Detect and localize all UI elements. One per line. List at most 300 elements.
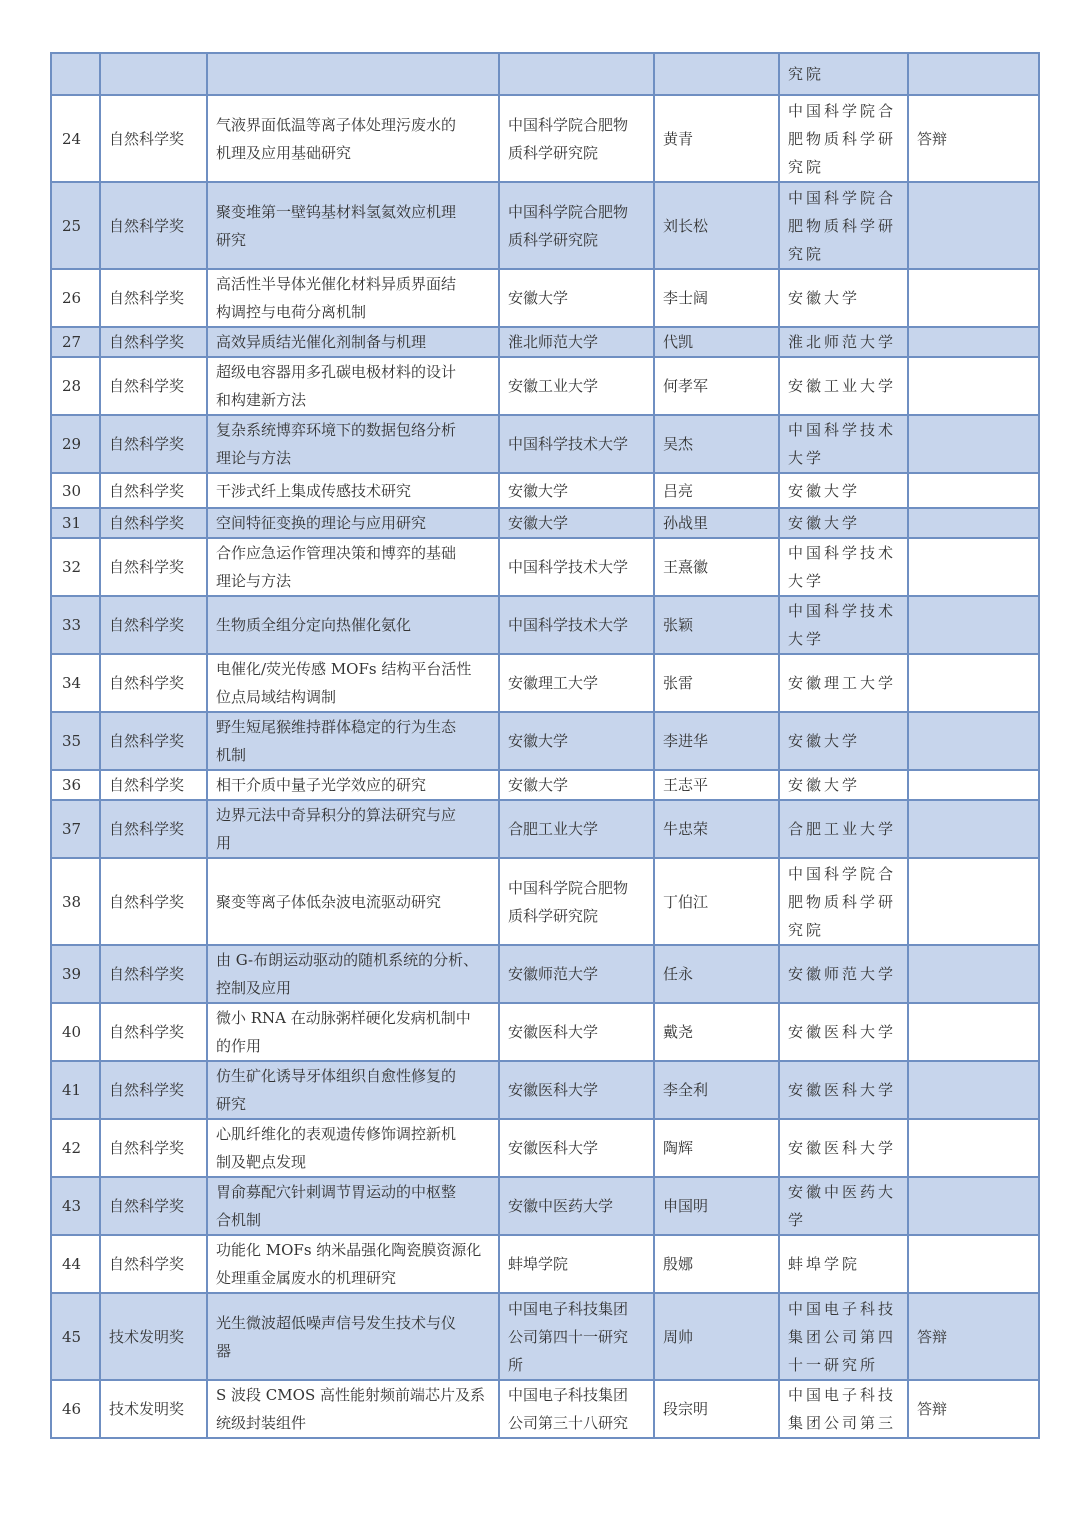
cell-note — [908, 182, 1039, 269]
cell-nominating-unit-text: 中国科学技术大学 — [508, 616, 629, 634]
cell-nominating-unit-text: 安徽医科大学 — [508, 1023, 599, 1041]
cell-nominating-unit-text: 蚌埠学院 — [508, 1255, 569, 1273]
cell-number-text: 33 — [62, 616, 82, 634]
cell-nominating-unit — [499, 945, 654, 1003]
cell-person-unit — [779, 800, 908, 858]
cell-number-text: 43 — [62, 1197, 82, 1215]
cell-note — [908, 654, 1039, 712]
cell-nominating-unit-text: 中国科学院合肥物 质科学研究院 — [508, 202, 629, 249]
cell-nominating-unit — [499, 269, 654, 327]
cell-award-category-text: 自然科学奖 — [109, 892, 185, 911]
cell-nominating-unit-text: 安徽理工大学 — [508, 674, 599, 692]
cell-person-text: 刘长松 — [663, 216, 709, 235]
cell-person — [654, 1380, 779, 1438]
cell-note — [908, 327, 1039, 357]
cell-number-text: 26 — [62, 289, 82, 307]
cell-nominating-unit — [499, 1177, 654, 1235]
table-row — [51, 269, 1039, 327]
cell-number — [51, 1235, 100, 1293]
table-row — [51, 1177, 1039, 1235]
cell-project-name — [207, 1119, 499, 1177]
cell-project-name-text: 高效异质结光催化剂制备与机理 — [216, 333, 427, 351]
cell-award-category-text: 自然科学奖 — [109, 481, 185, 500]
cell-person-unit — [779, 1177, 908, 1235]
cell-award-category-text: 自然科学奖 — [109, 1081, 185, 1099]
cell-note — [908, 858, 1039, 945]
cell-person-unit-text: 安徽大学 — [788, 776, 861, 794]
cell-project-name-text: S 波段 CMOS 高性能射频前端芯片及系 统级封装组件 — [216, 1386, 485, 1432]
cell-number-text: 35 — [62, 732, 82, 750]
cell-nominating-unit-text: 中国电子科技集团 公司第四十一研究 所 — [508, 1299, 629, 1374]
cell-award-category-text: 自然科学奖 — [109, 965, 185, 983]
cell-person-unit-text: 合肥工业大学 — [788, 820, 897, 838]
cell-project-name-text: 超级电容器用多孔碳电极材料的设计 和构建新方法 — [216, 363, 457, 409]
cell-project-name-text: 聚变等离子体低杂波电流驱动研究 — [216, 892, 442, 911]
cell-project-name-text: 空间特征变换的理论与应用研究 — [216, 514, 427, 532]
cell-project-name — [207, 269, 499, 327]
table-row — [51, 1061, 1039, 1119]
cell-note — [908, 945, 1039, 1003]
cell-person-text: 何孝军 — [663, 377, 709, 395]
table-row — [51, 1293, 1039, 1380]
cell-nominating-unit-text: 安徽大学 — [508, 514, 569, 532]
cell-nominating-unit-text: 安徽医科大学 — [508, 1139, 599, 1157]
cell-number — [51, 327, 100, 357]
table-row — [51, 508, 1039, 538]
table-row — [51, 712, 1039, 770]
cell-nominating-unit-text: 中国科学技术大学 — [508, 558, 629, 576]
table-row — [51, 538, 1039, 596]
cell-number — [51, 1293, 100, 1380]
cell-number — [51, 182, 100, 269]
cell-project-name-text: 胃俞募配穴针刺调节胃运动的中枢整 合机制 — [216, 1183, 457, 1229]
cell-nominating-unit — [499, 357, 654, 415]
cell-number — [51, 1177, 100, 1235]
cell-person-text: 王志平 — [663, 776, 709, 794]
cell-number-text: 32 — [62, 558, 82, 576]
cell-person-unit — [779, 1380, 908, 1438]
cell-number-text: 27 — [62, 333, 82, 351]
cell-award-category — [100, 415, 207, 473]
cell-number — [51, 53, 100, 95]
cell-person-unit — [779, 357, 908, 415]
cell-person — [654, 1003, 779, 1061]
cell-award-category — [100, 1380, 207, 1438]
cell-person-unit — [779, 1293, 908, 1380]
cell-number-text: 40 — [62, 1023, 82, 1041]
cell-person-unit-text: 中国科学院合 肥物质科学研 究院 — [788, 101, 897, 176]
cell-person-unit — [779, 1003, 908, 1061]
cell-note — [908, 1293, 1039, 1380]
cell-person — [654, 770, 779, 800]
cell-project-name — [207, 596, 499, 654]
cell-note — [908, 95, 1039, 182]
cell-person-unit — [779, 538, 908, 596]
cell-person-text: 陶辉 — [663, 1139, 694, 1157]
cell-project-name-text: 干涉式纤上集成传感技术研究 — [216, 481, 412, 500]
cell-project-name-text: 相干介质中量子光学效应的研究 — [216, 776, 427, 794]
cell-person-text: 殷娜 — [663, 1255, 694, 1273]
cell-person — [654, 1293, 779, 1380]
cell-person-text: 吕亮 — [663, 481, 694, 500]
cell-person — [654, 945, 779, 1003]
cell-project-name — [207, 95, 499, 182]
cell-award-category-text: 自然科学奖 — [109, 616, 185, 634]
cell-person-unit-text: 安徽大学 — [788, 514, 861, 532]
cell-person — [654, 415, 779, 473]
cell-person-text: 申国明 — [663, 1197, 709, 1215]
table-row — [51, 473, 1039, 508]
cell-person-unit — [779, 473, 908, 508]
cell-nominating-unit — [499, 1293, 654, 1380]
cell-note — [908, 269, 1039, 327]
cell-award-category-text: 自然科学奖 — [109, 289, 185, 307]
cell-award-category-text: 自然科学奖 — [109, 333, 185, 351]
cell-number-text: 29 — [62, 435, 82, 453]
cell-person — [654, 1235, 779, 1293]
cell-person-text: 代凯 — [663, 333, 694, 351]
cell-person-text: 戴尧 — [663, 1023, 694, 1041]
cell-person-unit — [779, 182, 908, 269]
cell-award-category-text: 技术发明奖 — [109, 1327, 185, 1346]
cell-person-unit — [779, 1119, 908, 1177]
cell-person-unit-text: 安徽大学 — [788, 289, 861, 307]
cell-person-unit-text: 中国科学技术 大学 — [788, 544, 897, 590]
cell-person — [654, 1119, 779, 1177]
cell-award-category-text: 自然科学奖 — [109, 514, 185, 532]
cell-nominating-unit-text: 安徽中医药大学 — [508, 1197, 614, 1215]
cell-number — [51, 800, 100, 858]
cell-award-category — [100, 770, 207, 800]
cell-nominating-unit-text: 安徽大学 — [508, 732, 569, 750]
table-row — [51, 1380, 1039, 1438]
cell-person-unit-text: 中国科学院合 肥物质科学研 究院 — [788, 188, 897, 263]
cell-person-unit — [779, 770, 908, 800]
cell-number — [51, 95, 100, 182]
cell-award-category — [100, 182, 207, 269]
cell-nominating-unit — [499, 508, 654, 538]
awards-table — [50, 52, 1040, 1439]
cell-project-name — [207, 654, 499, 712]
cell-note — [908, 415, 1039, 473]
cell-note — [908, 770, 1039, 800]
cell-award-category-text: 自然科学奖 — [109, 1255, 185, 1273]
table-row — [51, 945, 1039, 1003]
cell-person-unit — [779, 712, 908, 770]
cell-person-unit-text: 蚌埠学院 — [788, 1255, 861, 1273]
cell-person-unit — [779, 1235, 908, 1293]
cell-award-category — [100, 95, 207, 182]
cell-nominating-unit — [499, 858, 654, 945]
cell-award-category — [100, 800, 207, 858]
cell-person-text: 黄青 — [663, 129, 694, 148]
cell-number-text: 45 — [62, 1327, 82, 1346]
cell-nominating-unit — [499, 596, 654, 654]
cell-person-text: 李士阔 — [663, 289, 709, 307]
cell-project-name-text: 复杂系统博弈环境下的数据包络分析 理论与方法 — [216, 421, 457, 467]
cell-project-name — [207, 770, 499, 800]
cell-person-unit-text: 安徽工业大学 — [788, 377, 897, 395]
cell-person-unit-text: 安徽大学 — [788, 732, 861, 750]
cell-note-text: 答辩 — [917, 1400, 948, 1418]
cell-person-unit-text: 安徽理工大学 — [788, 674, 897, 692]
cell-project-name — [207, 858, 499, 945]
cell-nominating-unit — [499, 95, 654, 182]
cell-person — [654, 269, 779, 327]
cell-person-unit-text: 中国电子科技 集团公司第四 十一研究所 — [788, 1299, 897, 1374]
cell-project-name-text: 生物质全组分定向热催化氨化 — [216, 616, 412, 634]
table-row — [51, 1003, 1039, 1061]
cell-number — [51, 858, 100, 945]
cell-nominating-unit-text: 安徽大学 — [508, 481, 569, 500]
cell-nominating-unit — [499, 1235, 654, 1293]
cell-project-name — [207, 800, 499, 858]
cell-project-name — [207, 415, 499, 473]
cell-award-category — [100, 596, 207, 654]
cell-note — [908, 1177, 1039, 1235]
cell-person-unit-text: 中国科学院合 肥物质科学研 究院 — [788, 864, 897, 939]
cell-person-unit-text: 安徽大学 — [788, 481, 861, 500]
cell-person-unit-text: 淮北师范大学 — [788, 333, 897, 351]
cell-nominating-unit — [499, 182, 654, 269]
cell-person-text: 李进华 — [663, 732, 709, 750]
table-body — [51, 53, 1039, 1438]
cell-award-category-text: 自然科学奖 — [109, 776, 185, 794]
cell-note — [908, 800, 1039, 858]
cell-number — [51, 712, 100, 770]
cell-person-text: 李全利 — [663, 1081, 709, 1099]
table-row — [51, 327, 1039, 357]
cell-number — [51, 415, 100, 473]
cell-project-name — [207, 327, 499, 357]
cell-person — [654, 538, 779, 596]
cell-project-name-text: 野生短尾猴维持群体稳定的行为生态 机制 — [216, 718, 457, 764]
cell-award-category-text: 自然科学奖 — [109, 732, 185, 750]
cell-nominating-unit — [499, 1061, 654, 1119]
cell-person-unit-text: 安徽医科大学 — [788, 1023, 897, 1041]
cell-project-name — [207, 538, 499, 596]
cell-nominating-unit-text: 中国科学院合肥物 质科学研究院 — [508, 115, 629, 162]
cell-number-text: 24 — [62, 129, 82, 148]
cell-person-unit — [779, 858, 908, 945]
cell-number-text: 34 — [62, 674, 82, 692]
cell-number — [51, 1119, 100, 1177]
cell-nominating-unit — [499, 1119, 654, 1177]
cell-award-category-text: 自然科学奖 — [109, 1197, 185, 1215]
cell-number-text: 42 — [62, 1139, 82, 1157]
cell-person-text: 任永 — [663, 965, 694, 983]
cell-person — [654, 327, 779, 357]
cell-award-category-text: 自然科学奖 — [109, 377, 185, 395]
cell-person-unit — [779, 945, 908, 1003]
cell-award-category-text: 自然科学奖 — [109, 1023, 185, 1041]
cell-project-name-text: 光生微波超低噪声信号发生技术与仪 器 — [216, 1313, 457, 1360]
cell-project-name — [207, 1380, 499, 1438]
cell-number-text: 28 — [62, 377, 82, 395]
cell-award-category — [100, 53, 207, 95]
cell-number-text: 44 — [62, 1255, 82, 1273]
cell-number — [51, 654, 100, 712]
cell-nominating-unit — [499, 712, 654, 770]
cell-person-text: 张雷 — [663, 674, 694, 692]
cell-number-text: 39 — [62, 965, 82, 983]
cell-person — [654, 95, 779, 182]
cell-nominating-unit — [499, 800, 654, 858]
cell-person — [654, 182, 779, 269]
cell-award-category — [100, 1119, 207, 1177]
table-row — [51, 770, 1039, 800]
cell-award-category-text: 自然科学奖 — [109, 435, 185, 453]
table-row — [51, 596, 1039, 654]
cell-project-name-text: 气液界面低温等离子体处理污废水的 机理及应用基础研究 — [216, 115, 457, 162]
cell-project-name — [207, 712, 499, 770]
cell-person-unit — [779, 95, 908, 182]
cell-person — [654, 473, 779, 508]
cell-project-name-text: 边界元法中奇异积分的算法研究与应 用 — [216, 806, 457, 852]
cell-number-text: 38 — [62, 892, 82, 911]
cell-nominating-unit — [499, 1380, 654, 1438]
cell-project-name-text: 合作应急运作管理决策和博弈的基础 理论与方法 — [216, 544, 457, 590]
cell-nominating-unit — [499, 415, 654, 473]
cell-person-unit — [779, 53, 908, 95]
table-row — [51, 1235, 1039, 1293]
cell-number — [51, 538, 100, 596]
cell-project-name — [207, 1177, 499, 1235]
cell-number-text: 46 — [62, 1400, 82, 1418]
cell-nominating-unit — [499, 473, 654, 508]
cell-project-name-text: 仿生矿化诱导牙体组织自愈性修复的 研究 — [216, 1067, 457, 1113]
cell-nominating-unit-text: 淮北师范大学 — [508, 333, 599, 351]
cell-note — [908, 538, 1039, 596]
cell-person-text: 张颖 — [663, 616, 694, 634]
cell-person-text: 丁伯江 — [663, 892, 709, 911]
table-row — [51, 800, 1039, 858]
cell-number — [51, 945, 100, 1003]
cell-person — [654, 654, 779, 712]
cell-nominating-unit-text: 中国科学院合肥物 质科学研究院 — [508, 878, 629, 925]
cell-person — [654, 596, 779, 654]
cell-number — [51, 596, 100, 654]
cell-person-text: 段宗明 — [663, 1400, 709, 1418]
cell-person-text: 牛忠荣 — [663, 820, 709, 838]
cell-person-unit — [779, 654, 908, 712]
cell-note — [908, 1003, 1039, 1061]
cell-person-text: 吴杰 — [663, 435, 694, 453]
cell-award-category — [100, 538, 207, 596]
cell-note — [908, 1119, 1039, 1177]
cell-project-name-text: 心肌纤维化的表观遗传修饰调控新机 制及靶点发现 — [216, 1125, 457, 1171]
cell-project-name-text: 高活性半导体光催化材料异质界面结 构调控与电荷分离机制 — [216, 275, 457, 321]
cell-project-name — [207, 182, 499, 269]
cell-person-text: 王熹徽 — [663, 558, 709, 576]
table-row — [51, 53, 1039, 95]
cell-number — [51, 357, 100, 415]
cell-person-unit-text: 安徽医科大学 — [788, 1081, 897, 1099]
cell-nominating-unit — [499, 327, 654, 357]
cell-number-text: 36 — [62, 776, 82, 794]
cell-nominating-unit-text: 安徽师范大学 — [508, 965, 599, 983]
cell-nominating-unit — [499, 1003, 654, 1061]
cell-note — [908, 473, 1039, 508]
cell-note-text: 答辩 — [917, 129, 948, 148]
cell-project-name — [207, 508, 499, 538]
cell-person — [654, 712, 779, 770]
cell-project-name — [207, 1235, 499, 1293]
cell-nominating-unit — [499, 654, 654, 712]
cell-award-category-text: 自然科学奖 — [109, 558, 185, 576]
cell-person-unit-text: 中国科学技术 大学 — [788, 421, 897, 467]
cell-nominating-unit — [499, 53, 654, 95]
cell-person-unit-text: 安徽中医药大 学 — [788, 1183, 897, 1229]
cell-award-category — [100, 357, 207, 415]
cell-award-category — [100, 858, 207, 945]
cell-person — [654, 1177, 779, 1235]
cell-award-category-text: 自然科学奖 — [109, 820, 185, 838]
cell-person — [654, 53, 779, 95]
cell-person-unit-text: 究院 — [788, 65, 825, 83]
cell-nominating-unit-text: 中国科学技术大学 — [508, 435, 629, 453]
cell-note — [908, 712, 1039, 770]
cell-note-text: 答辩 — [917, 1327, 948, 1346]
cell-nominating-unit-text: 安徽医科大学 — [508, 1081, 599, 1099]
table-row — [51, 95, 1039, 182]
cell-person-text: 孙战里 — [663, 514, 709, 532]
cell-note — [908, 1380, 1039, 1438]
table-row — [51, 1119, 1039, 1177]
cell-project-name — [207, 473, 499, 508]
cell-award-category — [100, 1177, 207, 1235]
cell-number-text: 25 — [62, 216, 82, 235]
cell-note — [908, 1235, 1039, 1293]
cell-award-category-text: 技术发明奖 — [109, 1400, 185, 1418]
cell-award-category — [100, 945, 207, 1003]
cell-project-name-text: 功能化 MOFs 纳米晶强化陶瓷膜资源化 处理重金属废水的机理研究 — [216, 1241, 482, 1287]
cell-project-name-text: 电催化/荧光传感 MOFs 结构平台活性 位点局域结构调制 — [216, 660, 472, 706]
cell-award-category — [100, 1235, 207, 1293]
table-row — [51, 182, 1039, 269]
cell-note — [908, 1061, 1039, 1119]
cell-number-text: 31 — [62, 514, 82, 532]
table-row — [51, 858, 1039, 945]
cell-award-category — [100, 1061, 207, 1119]
cell-award-category — [100, 1293, 207, 1380]
cell-number — [51, 473, 100, 508]
cell-person-unit — [779, 415, 908, 473]
cell-award-category-text: 自然科学奖 — [109, 674, 185, 692]
cell-note — [908, 596, 1039, 654]
cell-number — [51, 1061, 100, 1119]
cell-number — [51, 508, 100, 538]
cell-note — [908, 357, 1039, 415]
cell-number — [51, 770, 100, 800]
cell-person-unit-text: 安徽师范大学 — [788, 965, 897, 983]
cell-project-name — [207, 357, 499, 415]
cell-award-category — [100, 327, 207, 357]
cell-project-name — [207, 53, 499, 95]
cell-person-text: 周帅 — [663, 1327, 694, 1346]
cell-project-name — [207, 1061, 499, 1119]
cell-nominating-unit-text: 安徽大学 — [508, 289, 569, 307]
cell-number — [51, 1380, 100, 1438]
cell-project-name-text: 微小 RNA 在动脉粥样硬化发病机制中 的作用 — [216, 1009, 471, 1055]
cell-nominating-unit-text: 合肥工业大学 — [508, 820, 599, 838]
cell-person-unit — [779, 596, 908, 654]
cell-person — [654, 800, 779, 858]
cell-person-unit-text: 安徽医科大学 — [788, 1139, 897, 1157]
cell-award-category — [100, 508, 207, 538]
cell-person-unit — [779, 508, 908, 538]
cell-note — [908, 53, 1039, 95]
